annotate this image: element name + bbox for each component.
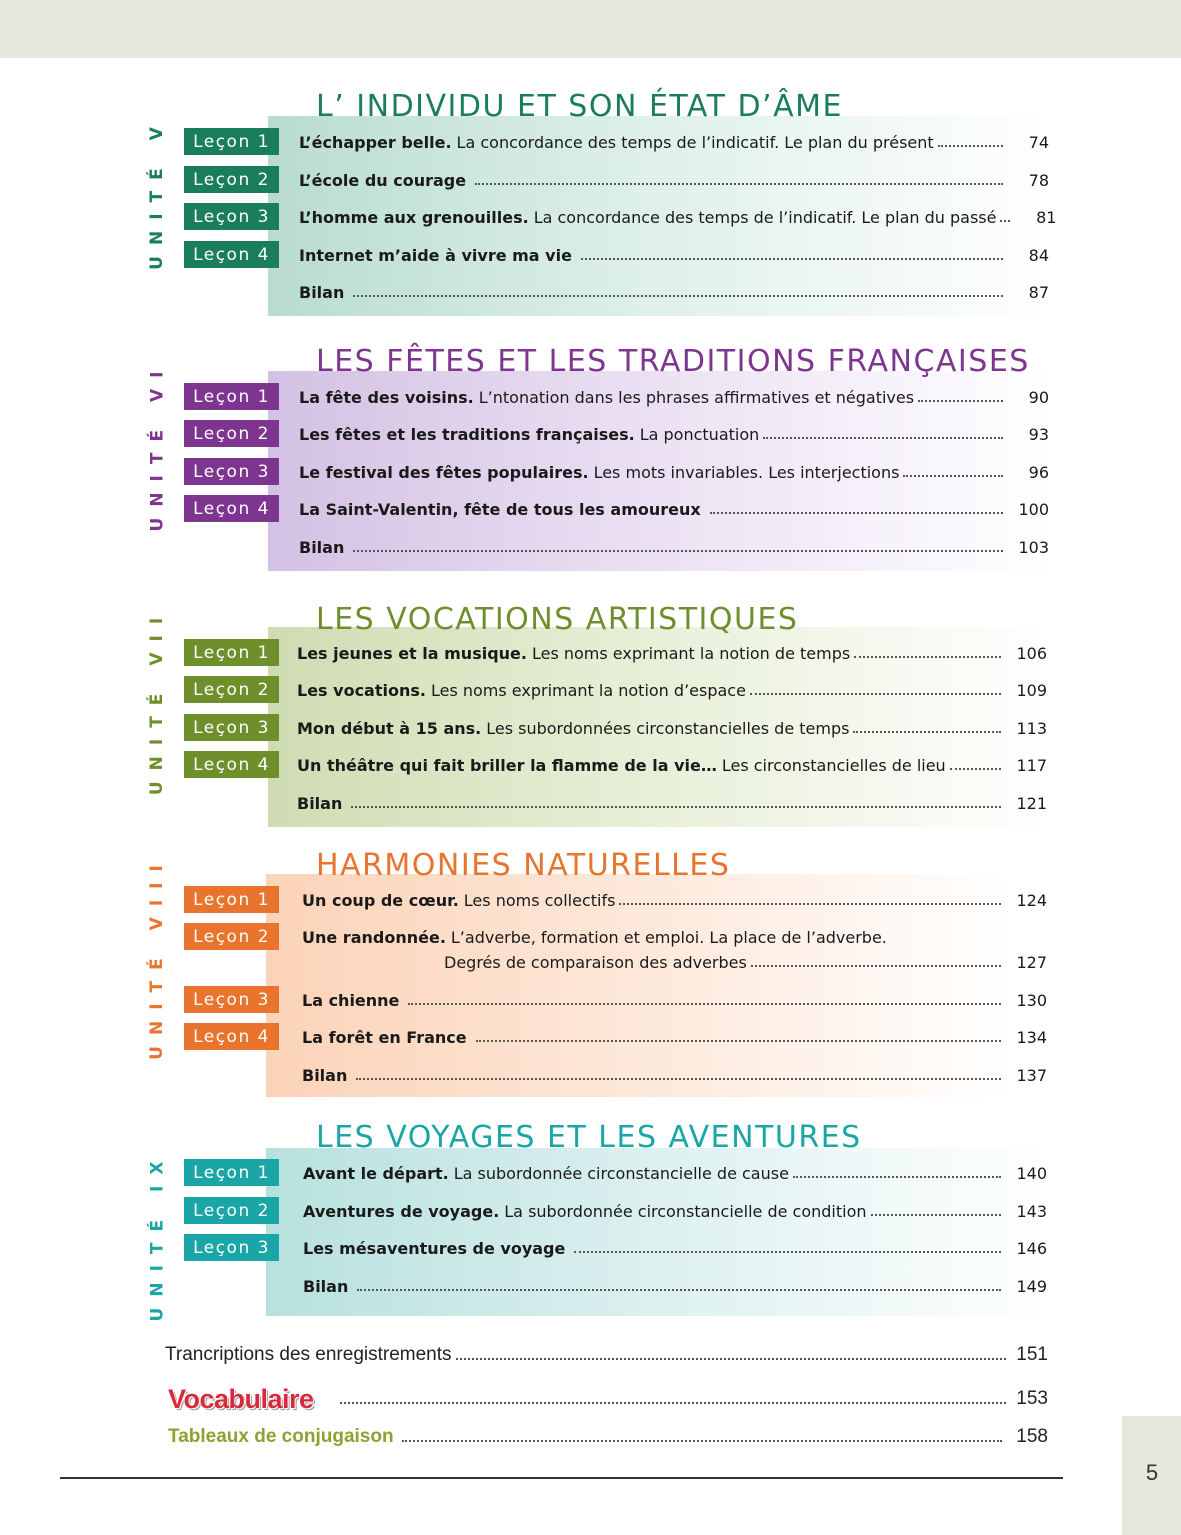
page-number: 109 [1016, 680, 1047, 700]
lesson-title: La fête des voisins. [299, 387, 474, 407]
lesson-topic: Les subordonnées circonstancielles de temps [486, 718, 850, 738]
lesson-topic: La ponctuation [639, 424, 760, 444]
section-title: Tableaux de conjugaison [168, 1426, 394, 1447]
page-number: 100 [1018, 499, 1049, 519]
toc-entry[interactable] [299, 457, 1049, 487]
unit-vii-title: LES VOCATIONS ARTISTIQUES [316, 602, 799, 637]
table-row [0, 1380, 1181, 1418]
lesson-title: L’échapper belle. [299, 132, 452, 152]
page-number: 90 [1028, 387, 1049, 407]
unit-vi-title: LES FÊTES ET LES TRADITIONS FRANÇAISES [316, 344, 1030, 379]
page-number: 158 [1016, 1426, 1048, 1447]
table-row [0, 1271, 1181, 1301]
page-number: 121 [1016, 793, 1047, 813]
toc-entry[interactable] [299, 165, 1049, 195]
toc-entry-vocabulaire[interactable] [168, 1380, 1048, 1418]
table-row [0, 788, 1181, 818]
lesson-badge: Leçon 4 [184, 751, 279, 778]
toc-entry[interactable] [299, 382, 1049, 412]
lesson-topic: La subordonnée circonstancielle de condition [504, 1201, 867, 1221]
lesson-title: Bilan [303, 1276, 349, 1296]
lesson-badge: Leçon 3 [184, 1234, 279, 1261]
lesson-title: L’école du courage [299, 170, 467, 190]
page-number-footer: 5 [1145, 1460, 1159, 1485]
lesson-title: Un théâtre qui fait briller la flamme de la vie… [297, 755, 717, 775]
table-row [0, 1196, 1181, 1226]
lesson-badge: Leçon 1 [184, 639, 279, 666]
table-row [0, 277, 1181, 307]
table-row [0, 713, 1181, 743]
lesson-badge: Leçon 1 [184, 1159, 279, 1186]
table-row [0, 1233, 1181, 1263]
toc-entry[interactable] [302, 1022, 1047, 1052]
lesson-title: Avant le départ. [303, 1163, 449, 1183]
table-row [0, 985, 1181, 1015]
lesson-badge: Leçon 3 [184, 458, 279, 485]
table-row [0, 382, 1181, 412]
page-number: 153 [1016, 1388, 1048, 1409]
top-band [0, 0, 1181, 58]
toc-entry-bilan[interactable] [299, 277, 1049, 307]
lesson-topic: La concordance des temps de l’indicatif. Le plan du passé [533, 207, 997, 227]
unit-viii-title: HARMONIES NATURELLES [316, 848, 731, 883]
page-number: 143 [1016, 1201, 1047, 1221]
unit-ix-title: LES VOYAGES ET LES AVENTURES [316, 1120, 862, 1155]
page-number: 140 [1016, 1163, 1047, 1183]
unit-vi-label: UNITÉ VI [147, 360, 167, 532]
table-row [0, 750, 1181, 780]
unit-ix-label: UNITÉ IX [147, 1150, 168, 1322]
lesson-title: L’homme aux grenouilles. [299, 207, 529, 227]
page-number: 106 [1016, 643, 1047, 663]
table-row [0, 419, 1181, 449]
lesson-title: La forêt en France [302, 1027, 467, 1047]
lesson-title: Le festival des fêtes populaires. [299, 462, 589, 482]
toc-entry[interactable] [297, 675, 1047, 705]
lesson-topic: Les mots invariables. Les interjections [593, 462, 900, 482]
lesson-topic: Degrés de comparaison des adverbes [444, 952, 747, 972]
toc-entry-bilan[interactable] [302, 1060, 1047, 1090]
toc-entry[interactable] [303, 1233, 1047, 1263]
toc-entry[interactable] [302, 885, 1047, 915]
lesson-topic: Les circonstancielles de lieu [721, 755, 946, 775]
lesson-title: Une randonnée. [302, 927, 446, 947]
page-number: 96 [1028, 462, 1049, 482]
lesson-title: La chienne [302, 990, 400, 1010]
table-row [0, 1060, 1181, 1090]
toc-entry[interactable] [299, 419, 1049, 449]
lesson-badge: Leçon 1 [184, 128, 279, 155]
lesson-title: Les jeunes et la musique. [297, 643, 527, 663]
page-number: 124 [1016, 890, 1047, 910]
lesson-badge: Leçon 2 [184, 166, 279, 193]
table-row [0, 675, 1181, 705]
page-number: 113 [1016, 718, 1047, 738]
toc-entry[interactable] [299, 494, 1049, 524]
lesson-title: Bilan [302, 1065, 348, 1085]
bottom-rule [60, 1477, 1063, 1479]
lesson-badge: Leçon 3 [184, 714, 279, 741]
lesson-title: Les mésaventures de voyage [303, 1238, 566, 1258]
toc-entry[interactable] [297, 713, 1047, 743]
toc-entry[interactable] [303, 1196, 1047, 1226]
lesson-badge: Leçon 4 [184, 1023, 279, 1050]
lesson-title: Un coup de cœur. [302, 890, 459, 910]
table-row [0, 457, 1181, 487]
unit-vii-label: UNITÉ VII [147, 606, 168, 796]
lesson-topic: L’ntonation dans les phrases affirmatives et négatives [478, 387, 915, 407]
toc-entry-transcriptions[interactable] [165, 1338, 1048, 1372]
toc-entry-continued[interactable] [444, 947, 1047, 977]
lesson-topic: La concordance des temps de l’indicatif. Le plan du présent [456, 132, 934, 152]
lesson-badge: Leçon 1 [184, 383, 279, 410]
lesson-title: Bilan [299, 537, 345, 557]
toc-entry[interactable] [302, 985, 1047, 1015]
page-number: 84 [1028, 245, 1049, 265]
table-row [0, 638, 1181, 668]
table-row [0, 127, 1181, 157]
page-number: 130 [1016, 990, 1047, 1010]
table-row [0, 240, 1181, 270]
table-row [0, 202, 1181, 232]
toc-entry[interactable] [297, 750, 1047, 780]
lesson-title: Internet m’aide à vivre ma vie [299, 245, 572, 265]
unit-v-label: UNITÉ V [147, 116, 167, 270]
toc-entry-bilan[interactable] [299, 532, 1049, 562]
section-title: Vocabulaire [168, 1383, 314, 1414]
lesson-topic: Les noms collectifs [463, 890, 616, 910]
lesson-badge: Leçon 4 [184, 495, 279, 522]
table-row [0, 165, 1181, 195]
lesson-title: Bilan [297, 793, 343, 813]
toc-entry-bilan[interactable] [303, 1271, 1047, 1301]
lesson-badge: Leçon 1 [184, 886, 279, 913]
table-row [0, 1022, 1181, 1052]
page-number: 81 [1036, 207, 1057, 227]
table-row [0, 1420, 1181, 1454]
toc-entry-conjugaison[interactable] [168, 1420, 1048, 1454]
lesson-topic: La subordonnée circonstancielle de cause [453, 1163, 789, 1183]
page-number: 74 [1028, 132, 1049, 152]
toc-entry[interactable] [299, 127, 1049, 157]
page-number: 117 [1016, 755, 1047, 775]
lesson-badge: Leçon 4 [184, 241, 279, 268]
lesson-title: La Saint-Valentin, fête de tous les amoureux [299, 499, 701, 519]
toc-entry[interactable] [299, 240, 1049, 270]
page-number: 87 [1028, 282, 1049, 302]
lesson-title: Aventures de voyage. [303, 1201, 500, 1221]
lesson-title: Les vocations. [297, 680, 426, 700]
page-number: 93 [1028, 424, 1049, 444]
page-number: 146 [1016, 1238, 1047, 1258]
table-row [0, 1338, 1181, 1372]
page-number: 149 [1016, 1276, 1047, 1296]
table-row [0, 494, 1181, 524]
unit-viii-label: UNITÉ VIII [147, 854, 167, 1060]
toc-entry-bilan[interactable] [297, 788, 1047, 818]
lesson-badge: Leçon 2 [184, 420, 279, 447]
table-row [0, 885, 1181, 915]
lesson-badge: Leçon 3 [184, 986, 279, 1013]
unit-v-title: L’ INDIVIDU ET SON ÉTAT D’ÂME [316, 89, 843, 124]
lesson-badge: Leçon 2 [184, 1197, 279, 1224]
lesson-topic: L’adverbe, formation et emploi. La place de l’adverbe. [450, 927, 887, 947]
lesson-title: Bilan [299, 282, 345, 302]
lesson-title: Mon début à 15 ans. [297, 718, 482, 738]
table-row [0, 1158, 1181, 1188]
lesson-title: Les fêtes et les traditions françaises. [299, 424, 635, 444]
page-number: 134 [1016, 1027, 1047, 1047]
lesson-topic: Les noms exprimant la notion de temps [531, 643, 851, 663]
toc-entry[interactable] [297, 638, 1047, 668]
page-number: 127 [1016, 952, 1047, 972]
lesson-badge: Leçon 2 [184, 676, 279, 703]
lesson-topic: Les noms exprimant la notion d’espace [430, 680, 746, 700]
section-title: Trancriptions des enregistrements [165, 1344, 452, 1365]
lesson-badge: Leçon 3 [184, 203, 279, 230]
table-row [0, 947, 1181, 977]
page-number: 103 [1018, 537, 1049, 557]
page-number: 151 [1016, 1344, 1048, 1365]
page-number: 78 [1028, 170, 1049, 190]
lesson-badge: Leçon 2 [184, 923, 279, 950]
toc-entry[interactable] [299, 202, 1057, 232]
page-number: 137 [1016, 1065, 1047, 1085]
toc-entry[interactable] [303, 1158, 1047, 1188]
table-row [0, 532, 1181, 562]
